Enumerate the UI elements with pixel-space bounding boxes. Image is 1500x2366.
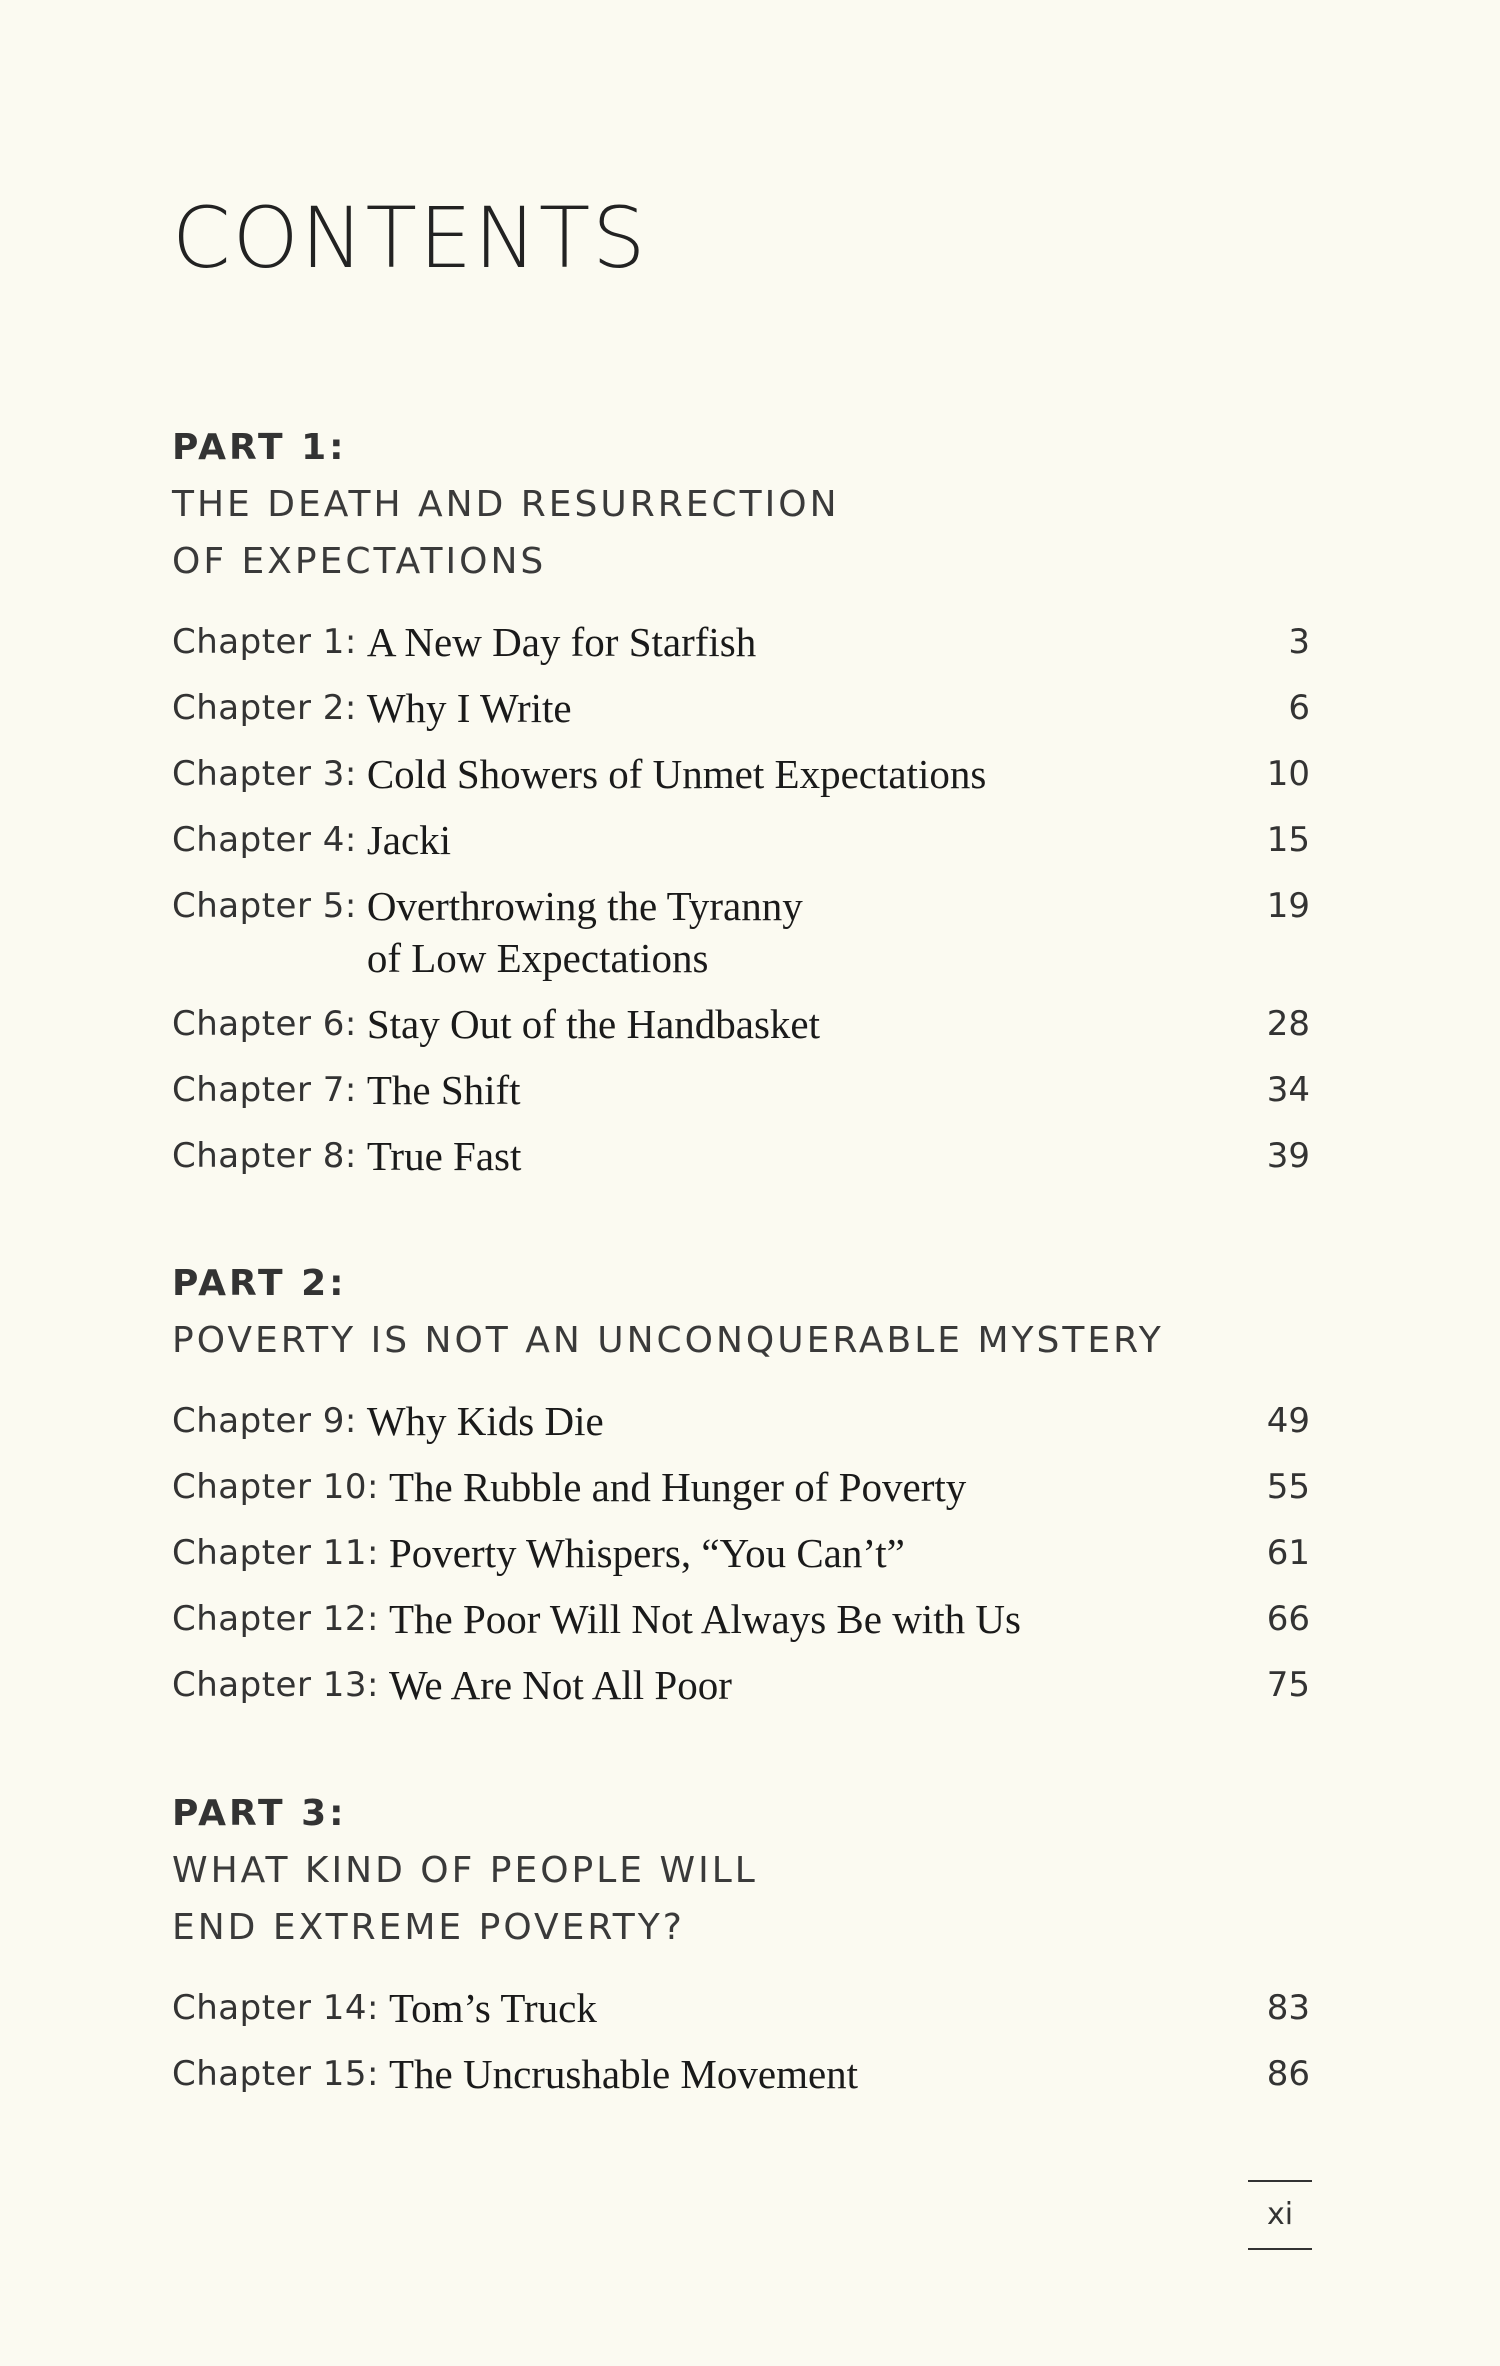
chapter-number: Chapter 12: [172, 1599, 379, 1639]
chapter-title: Tom’s Truck [388, 1985, 597, 2031]
chapter-title: Stay Out of the Handbasket [366, 1001, 821, 1047]
chapter-number: Chapter 6: [172, 1004, 357, 1044]
toc-entry-chapter-15[interactable] [172, 2048, 1310, 2100]
chapter-number: Chapter 8: [172, 1136, 357, 1176]
chapter-title: The Poor Will Not Always Be with Us [388, 1596, 1021, 1642]
page-number: 28 [1266, 1004, 1310, 1044]
part-title: WHAT KIND OF PEOPLE WILL END EXTREME POVERTY? [172, 1850, 758, 1948]
chapter-number: Chapter 10: [172, 1467, 379, 1507]
chapter-title: Cold Showers of Unmet Expectations [366, 751, 987, 797]
page-number: 55 [1266, 1467, 1310, 1507]
page-number: 49 [1266, 1401, 1310, 1441]
page-number: 86 [1266, 2054, 1310, 2094]
page-number: 61 [1266, 1533, 1310, 1573]
page-number: 6 [1288, 688, 1310, 728]
chapter-title: We Are Not All Poor [388, 1662, 732, 1708]
chapter-title: The Shift [366, 1067, 521, 1113]
chapter-number: Chapter 2: [172, 688, 357, 728]
toc-entry-chapter-7[interactable] [172, 1064, 1310, 1116]
toc-entry-chapter-5[interactable] [172, 880, 1310, 984]
chapter-number: Chapter 14: [172, 1988, 379, 2028]
page-number: 3 [1288, 622, 1310, 662]
part-title: POVERTY IS NOT AN UNCONQUERABLE MYSTERY [172, 1320, 1164, 1361]
toc-entry-chapter-14[interactable] [172, 1982, 1310, 2034]
page-number: 15 [1266, 820, 1310, 860]
chapter-number: Chapter 1: [172, 622, 357, 662]
chapter-list [172, 616, 1310, 1182]
part-1 [172, 420, 1310, 1196]
chapter-title: Poverty Whispers, “You Can’t” [388, 1530, 905, 1576]
chapter-list [172, 1982, 1310, 2100]
toc-entry-chapter-12[interactable] [172, 1593, 1310, 1645]
toc-entry-chapter-13[interactable] [172, 1659, 1310, 1711]
chapter-title: Why I Write [366, 685, 572, 731]
page-number: 10 [1266, 754, 1310, 794]
page-number: 19 [1266, 886, 1310, 926]
page-number: 75 [1266, 1665, 1310, 1705]
page-folio: xi [1248, 2180, 1312, 2250]
chapter-title: The Rubble and Hunger of Poverty [388, 1464, 967, 1510]
page-number: 83 [1266, 1988, 1310, 2028]
part-2 [172, 1256, 1310, 1725]
part-number: PART 2: [172, 1263, 347, 1304]
chapter-number: Chapter 11: [172, 1533, 379, 1573]
chapter-number: Chapter 4: [172, 820, 357, 860]
chapter-title: The Uncrushable Movement [388, 2051, 859, 2097]
chapter-number: Chapter 15: [172, 2054, 379, 2094]
chapter-title: Overthrowing the Tyranny of Low Expectations [366, 883, 803, 981]
chapter-number: Chapter 5: [172, 886, 357, 926]
toc-entry-chapter-3[interactable] [172, 748, 1310, 800]
toc-entry-chapter-2[interactable] [172, 682, 1310, 734]
toc-entry-chapter-6[interactable] [172, 998, 1310, 1050]
chapter-title: Jacki [366, 817, 452, 863]
toc-entry-chapter-10[interactable] [172, 1461, 1310, 1513]
chapter-title: Why Kids Die [366, 1398, 604, 1444]
toc-entry-chapter-8[interactable] [172, 1130, 1310, 1182]
page-number: 39 [1266, 1136, 1310, 1176]
toc-entry-chapter-11[interactable] [172, 1527, 1310, 1579]
part-number: PART 1: [172, 427, 347, 468]
page-number: 34 [1266, 1070, 1310, 1110]
toc-entry-chapter-9[interactable] [172, 1395, 1310, 1447]
part-number: PART 3: [172, 1793, 347, 1834]
page-title: CONTENTS [172, 189, 648, 287]
toc-entry-chapter-4[interactable] [172, 814, 1310, 866]
toc-entry-chapter-1[interactable] [172, 616, 1310, 668]
page-number: 66 [1266, 1599, 1310, 1639]
chapter-number: Chapter 9: [172, 1401, 357, 1441]
chapter-title: True Fast [366, 1133, 522, 1179]
chapter-number: Chapter 13: [172, 1665, 379, 1705]
part-title: THE DEATH AND RESURRECTION OF EXPECTATIONS [172, 484, 840, 582]
part-3 [172, 1786, 1310, 2114]
chapter-number: Chapter 3: [172, 754, 357, 794]
chapter-number: Chapter 7: [172, 1070, 357, 1110]
chapter-list [172, 1395, 1310, 1711]
chapter-title: A New Day for Starfish [366, 619, 757, 665]
